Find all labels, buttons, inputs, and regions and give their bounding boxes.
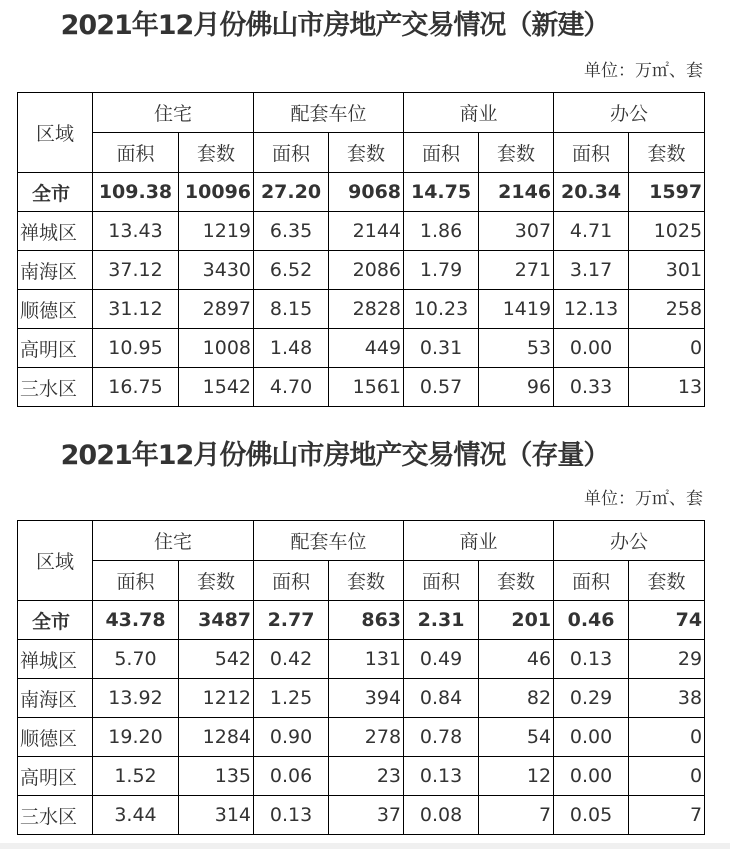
commercial-area: 14.75 — [404, 173, 479, 212]
office-area: 0.00 — [554, 757, 629, 796]
office-area: 0.46 — [554, 601, 629, 640]
commercial-units: 12 — [479, 757, 554, 796]
region-cell: 南海区 — [18, 679, 93, 718]
residential-units: 1219 — [179, 212, 254, 251]
subheader-area: 面积 — [254, 133, 329, 173]
office-units: 29 — [629, 640, 705, 679]
commercial-area: 0.57 — [404, 368, 479, 407]
parking-area: 1.25 — [254, 679, 329, 718]
commercial-area: 0.08 — [404, 796, 479, 835]
subheader-units: 套数 — [479, 133, 554, 173]
office-area: 0.33 — [554, 368, 629, 407]
category-commercial: 商业 — [404, 93, 554, 133]
parking-area: 0.13 — [254, 796, 329, 835]
residential-units: 1284 — [179, 718, 254, 757]
office-area: 3.17 — [554, 251, 629, 290]
residential-area: 37.12 — [93, 251, 179, 290]
residential-units: 2897 — [179, 290, 254, 329]
residential-area: 13.92 — [93, 679, 179, 718]
commercial-area: 2.31 — [404, 601, 479, 640]
commercial-area: 1.86 — [404, 212, 479, 251]
parking-area: 27.20 — [254, 173, 329, 212]
table-row-total — [18, 601, 705, 640]
office-units: 0 — [629, 329, 705, 368]
parking-area: 0.90 — [254, 718, 329, 757]
residential-units: 3430 — [179, 251, 254, 290]
parking-area: 4.70 — [254, 368, 329, 407]
residential-area: 31.12 — [93, 290, 179, 329]
table-row — [18, 212, 705, 251]
residential-units: 542 — [179, 640, 254, 679]
commercial-units: 54 — [479, 718, 554, 757]
commercial-units: 53 — [479, 329, 554, 368]
office-area: 20.34 — [554, 173, 629, 212]
parking-units: 863 — [329, 601, 404, 640]
region-cell: 禅城区 — [18, 212, 93, 251]
office-units: 0 — [629, 718, 705, 757]
region-cell: 高明区 — [18, 757, 93, 796]
parking-units: 2828 — [329, 290, 404, 329]
parking-units: 2086 — [329, 251, 404, 290]
existing-stock-title: 2021年12月份佛山市房地产交易情况（存量） — [60, 440, 610, 471]
subheader-units: 套数 — [329, 561, 404, 601]
parking-area: 6.52 — [254, 251, 329, 290]
subheader-units: 套数 — [479, 561, 554, 601]
residential-units: 1542 — [179, 368, 254, 407]
region-cell: 全市 — [18, 601, 93, 640]
office-area: 0.29 — [554, 679, 629, 718]
subheader-row — [18, 133, 705, 173]
parking-area: 6.35 — [254, 212, 329, 251]
office-units: 301 — [629, 251, 705, 290]
commercial-units: 7 — [479, 796, 554, 835]
residential-units: 1212 — [179, 679, 254, 718]
residential-units: 1008 — [179, 329, 254, 368]
office-units: 13 — [629, 368, 705, 407]
commercial-units: 271 — [479, 251, 554, 290]
commercial-area: 0.84 — [404, 679, 479, 718]
residential-units: 135 — [179, 757, 254, 796]
subheader-units: 套数 — [179, 133, 254, 173]
residential-area: 109.38 — [93, 173, 179, 212]
residential-units: 10096 — [179, 173, 254, 212]
subheader-area: 面积 — [93, 133, 179, 173]
residential-area: 43.78 — [93, 601, 179, 640]
parking-units: 278 — [329, 718, 404, 757]
subheader-row — [18, 561, 705, 601]
subheader-area: 面积 — [93, 561, 179, 601]
category-residential: 住宅 — [93, 521, 254, 561]
subheader-units: 套数 — [629, 561, 705, 601]
office-area: 0.00 — [554, 329, 629, 368]
region-cell: 三水区 — [18, 368, 93, 407]
region-header: 区域 — [18, 93, 93, 173]
parking-units: 2144 — [329, 212, 404, 251]
unit-note-new: 单位：万㎡、套 — [584, 61, 703, 81]
subheader-area: 面积 — [554, 561, 629, 601]
office-area: 0.00 — [554, 718, 629, 757]
commercial-units: 82 — [479, 679, 554, 718]
unit-note-existing: 单位：万㎡、套 — [584, 489, 703, 509]
office-units: 38 — [629, 679, 705, 718]
commercial-area: 10.23 — [404, 290, 479, 329]
category-residential: 住宅 — [93, 93, 254, 133]
parking-area: 0.42 — [254, 640, 329, 679]
table-row — [18, 718, 705, 757]
region-cell: 三水区 — [18, 796, 93, 835]
office-units: 74 — [629, 601, 705, 640]
commercial-units: 201 — [479, 601, 554, 640]
residential-area: 10.95 — [93, 329, 179, 368]
region-cell: 顺德区 — [18, 290, 93, 329]
office-units: 1025 — [629, 212, 705, 251]
office-units: 1597 — [629, 173, 705, 212]
parking-units: 23 — [329, 757, 404, 796]
table-row — [18, 679, 705, 718]
commercial-units: 1419 — [479, 290, 554, 329]
category-commercial: 商业 — [404, 521, 554, 561]
bottom-edge-strip — [0, 843, 730, 849]
residential-area: 3.44 — [93, 796, 179, 835]
parking-area: 8.15 — [254, 290, 329, 329]
subheader-units: 套数 — [179, 561, 254, 601]
residential-units: 314 — [179, 796, 254, 835]
new-construction-table — [17, 92, 705, 407]
new-construction-title: 2021年12月份佛山市房地产交易情况（新建） — [60, 10, 610, 41]
table-row — [18, 329, 705, 368]
parking-units: 394 — [329, 679, 404, 718]
subheader-units: 套数 — [329, 133, 404, 173]
commercial-area: 0.13 — [404, 757, 479, 796]
office-units: 0 — [629, 757, 705, 796]
category-office: 办公 — [554, 521, 705, 561]
table-row — [18, 640, 705, 679]
table-row — [18, 368, 705, 407]
commercial-area: 0.31 — [404, 329, 479, 368]
subheader-units: 套数 — [629, 133, 705, 173]
parking-area: 1.48 — [254, 329, 329, 368]
subheader-area: 面积 — [404, 561, 479, 601]
parking-area: 0.06 — [254, 757, 329, 796]
subheader-area: 面积 — [554, 133, 629, 173]
commercial-area: 0.49 — [404, 640, 479, 679]
office-area: 0.05 — [554, 796, 629, 835]
region-cell: 高明区 — [18, 329, 93, 368]
parking-units: 9068 — [329, 173, 404, 212]
subheader-area: 面积 — [254, 561, 329, 601]
table-row — [18, 796, 705, 835]
table-row-total — [18, 173, 705, 212]
office-area: 0.13 — [554, 640, 629, 679]
table-row — [18, 757, 705, 796]
residential-area: 5.70 — [93, 640, 179, 679]
commercial-units: 96 — [479, 368, 554, 407]
region-cell: 全市 — [18, 173, 93, 212]
commercial-units: 2146 — [479, 173, 554, 212]
parking-units: 449 — [329, 329, 404, 368]
parking-units: 131 — [329, 640, 404, 679]
category-header-row — [18, 521, 705, 561]
category-header-row — [18, 93, 705, 133]
category-office: 办公 — [554, 93, 705, 133]
residential-area: 1.52 — [93, 757, 179, 796]
parking-units: 37 — [329, 796, 404, 835]
office-area: 12.13 — [554, 290, 629, 329]
region-cell: 禅城区 — [18, 640, 93, 679]
commercial-units: 307 — [479, 212, 554, 251]
office-area: 4.71 — [554, 212, 629, 251]
residential-area: 16.75 — [93, 368, 179, 407]
region-header: 区域 — [18, 521, 93, 601]
category-parking: 配套车位 — [254, 93, 404, 133]
region-cell: 南海区 — [18, 251, 93, 290]
existing-stock-table — [17, 520, 705, 835]
residential-area: 13.43 — [93, 212, 179, 251]
residential-units: 3487 — [179, 601, 254, 640]
table-row — [18, 251, 705, 290]
office-units: 7 — [629, 796, 705, 835]
region-cell: 顺德区 — [18, 718, 93, 757]
commercial-area: 0.78 — [404, 718, 479, 757]
office-units: 258 — [629, 290, 705, 329]
category-parking: 配套车位 — [254, 521, 404, 561]
residential-area: 19.20 — [93, 718, 179, 757]
commercial-area: 1.79 — [404, 251, 479, 290]
commercial-units: 46 — [479, 640, 554, 679]
table-row — [18, 290, 705, 329]
parking-area: 2.77 — [254, 601, 329, 640]
subheader-area: 面积 — [404, 133, 479, 173]
parking-units: 1561 — [329, 368, 404, 407]
